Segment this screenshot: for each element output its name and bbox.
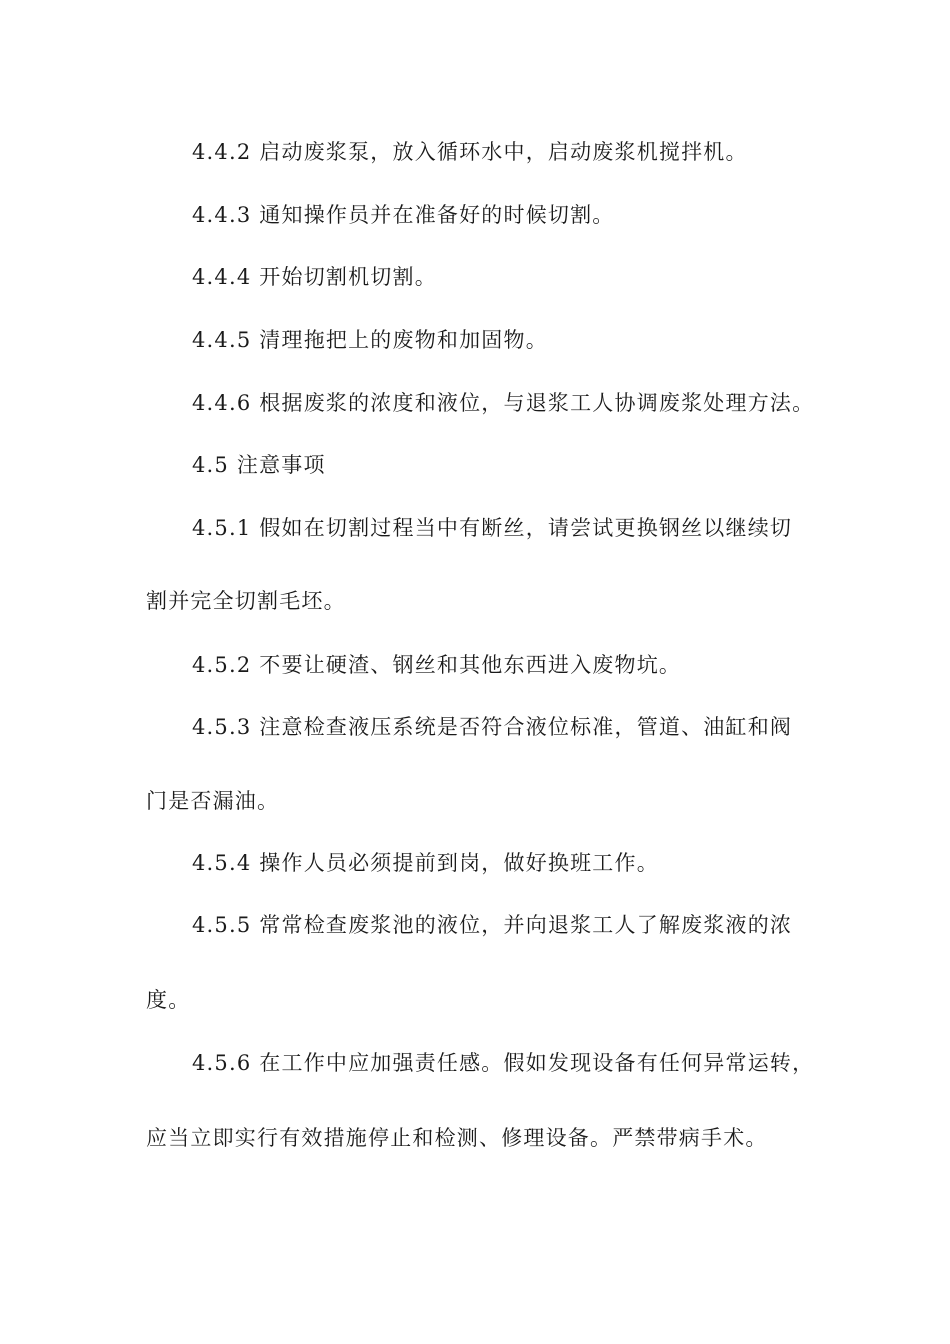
paragraph-4-5-4: 4.5.4 操作人员必须提前到岗，做好换班工作。 <box>192 851 659 875</box>
paragraph-4-5-6-line-1: 4.5.6 在工作中应加强责任感。假如发现设备有任何异常运转， <box>192 1051 815 1075</box>
paragraph-4-5-3-line-2: 门是否漏油。 <box>146 789 280 813</box>
paragraph-4-5-2: 4.5.2 不要让硬渣、钢丝和其他东西进入废物坑。 <box>192 653 682 677</box>
paragraph-4-4-2: 4.4.2 启动废浆泵，放入循环水中，启动废浆机搅拌机。 <box>192 140 748 164</box>
paragraph-4-4-6: 4.4.6 根据废浆的浓度和液位，与退浆工人协调废浆处理方法。 <box>192 391 815 415</box>
paragraph-4-4-5: 4.4.5 清理拖把上的废物和加固物。 <box>192 328 548 352</box>
paragraph-4-4-3: 4.4.3 通知操作员并在准备好的时候切割。 <box>192 203 615 227</box>
paragraph-4-5-3-line-1: 4.5.3 注意检查液压系统是否符合液位标准，管道、油缸和阀 <box>192 715 793 739</box>
paragraph-4-5-1-line-1: 4.5.1 假如在切割过程当中有断丝，请尝试更换钢丝以继续切 <box>192 516 793 540</box>
paragraph-4-5-5-line-1: 4.5.5 常常检查废浆池的液位，并向退浆工人了解废浆液的浓 <box>192 913 793 937</box>
paragraph-4-4-4: 4.4.4 开始切割机切割。 <box>192 265 437 289</box>
paragraph-4-5-5-line-2: 度。 <box>146 988 191 1012</box>
section-heading-4-5: 4.5 注意事项 <box>192 453 326 477</box>
paragraph-4-5-6-line-2: 应当立即实行有效措施停止和检测、修理设备。严禁带病手术。 <box>146 1126 768 1150</box>
paragraph-4-5-1-line-2: 割并完全切割毛坯。 <box>146 589 346 613</box>
